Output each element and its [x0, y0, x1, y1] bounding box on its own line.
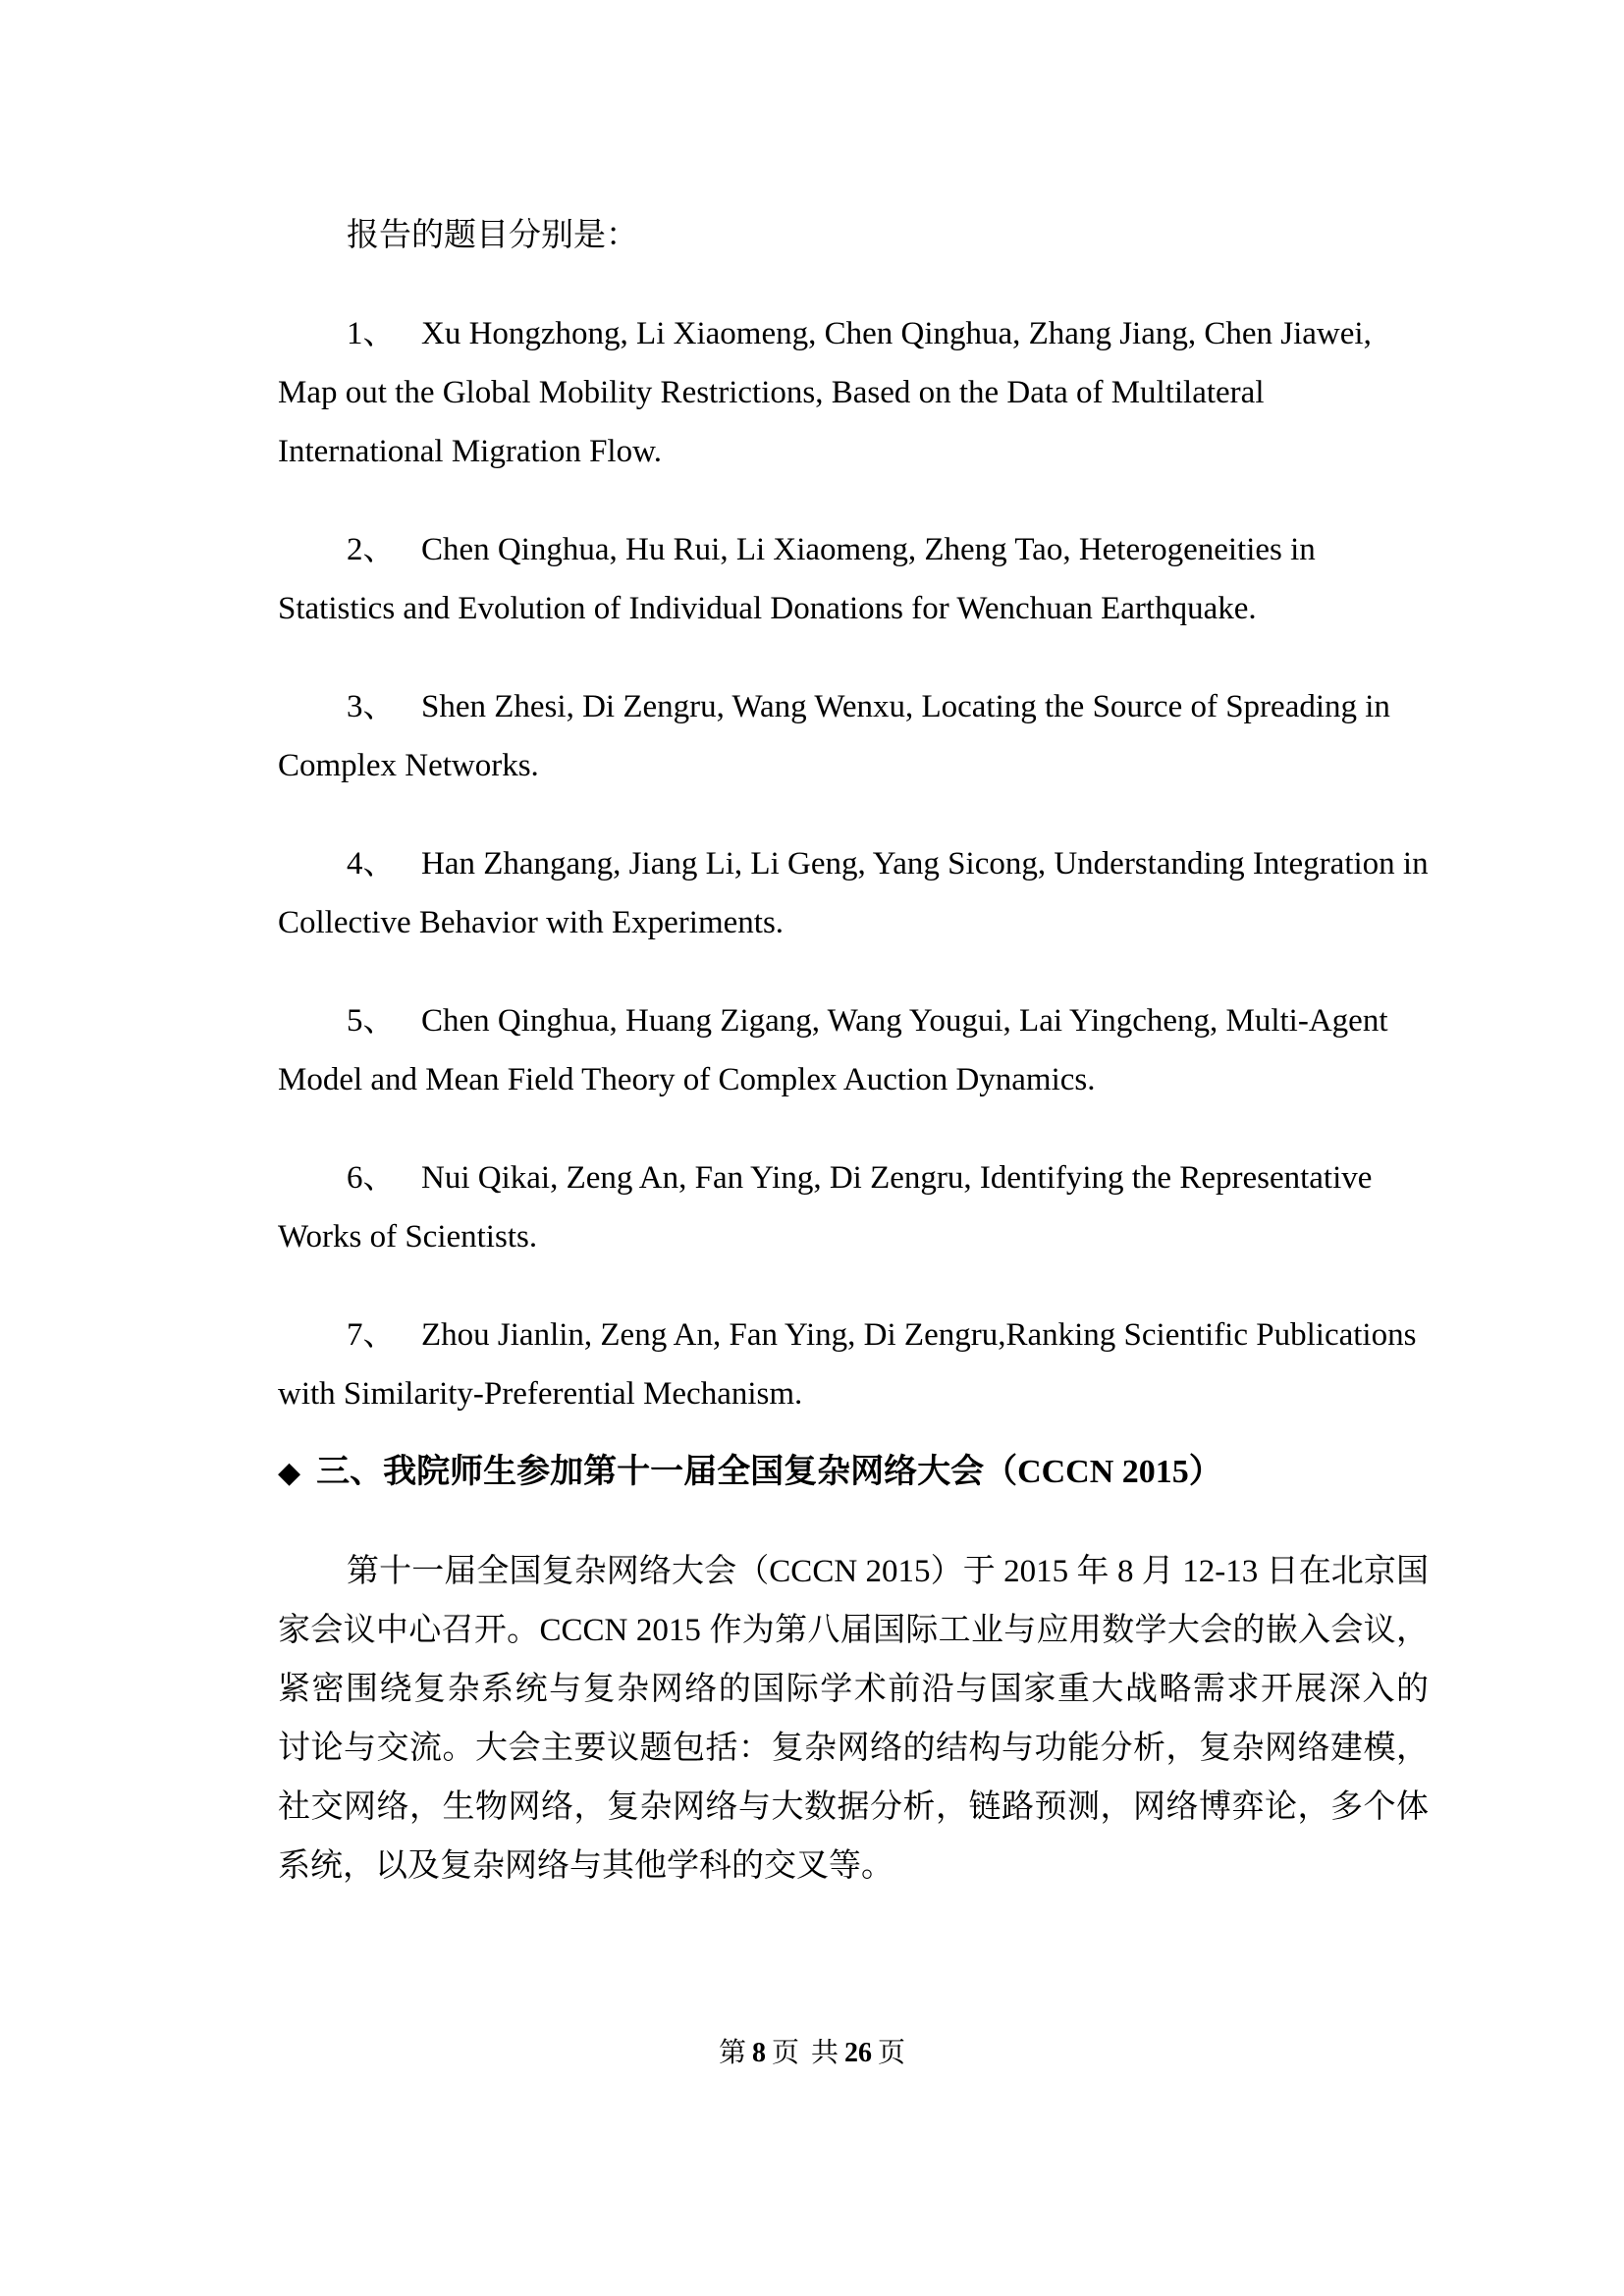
footer-label-ye1: 页 — [771, 2038, 799, 2068]
item-text: Xu Hongzhong, Li Xiaomeng, Chen Qinghua, Zhang Jiang, Chen Jiawei, — [421, 316, 1372, 351]
diamond-bullet-icon: ◆ — [278, 1456, 301, 1490]
item-line — [278, 520, 1429, 579]
intro-line: 报告的题目分别是： — [347, 218, 638, 253]
paragraph-line: 讨论与交流。大会主要议题包括：复杂网络的结构与功能分析，复杂网络建模， — [278, 1731, 1429, 1766]
report-item — [278, 304, 1429, 481]
paragraph-line: 紧密围绕复杂系统与复杂网络的国际学术前沿与国家重大战略需求开展深入的 — [278, 1672, 1429, 1707]
item-text: Nui Qikai, Zeng An, Fan Ying, Di Zengru, Identifying the Representative — [421, 1160, 1373, 1196]
footer-label-di: 第 — [718, 2038, 746, 2068]
item-line — [278, 304, 1429, 363]
paragraph-line: 系统，以及复杂网络与其他学科的交叉等。 — [278, 1848, 893, 1884]
item-number: 4、 — [347, 846, 396, 881]
footer-label-gong: 共 — [811, 2038, 839, 2068]
report-item — [278, 991, 1429, 1109]
item-text: Shen Zhesi, Di Zengru, Wang Wenxu, Locating the Source of Spreading in — [421, 689, 1390, 724]
item-line: Complex Networks. — [278, 748, 539, 783]
item-text: Chen Qinghua, Huang Zigang, Wang Yougui, Lai Yingcheng, Multi-Agent — [421, 1003, 1388, 1039]
footer-page-number: 8 — [751, 2038, 766, 2068]
item-line: Model and Mean Field Theory of Complex Auction Dynamics. — [278, 1062, 1096, 1097]
item-number: 6、 — [347, 1160, 396, 1196]
item-text: Zhou Jianlin, Zeng An, Fan Ying, Di Zengru,Ranking Scientific Publications — [421, 1317, 1417, 1353]
paragraph-line: 第十一届全国复杂网络大会（CCCN 2015）于 2015 年 8 月 12-13 日在北京国 — [347, 1554, 1429, 1589]
item-number: 7、 — [347, 1317, 396, 1353]
document-body — [278, 206, 1429, 1896]
item-text: Chen Qinghua, Hu Rui, Li Xiaomeng, Zheng Tao, Heterogeneities in — [421, 532, 1316, 567]
report-item — [278, 1306, 1429, 1423]
item-text: Han Zhangang, Jiang Li, Li Geng, Yang Sicong, Understanding Integration in — [421, 846, 1429, 881]
item-line — [278, 834, 1429, 893]
section-heading-text: 三、我院师生参加第十一届全国复杂网络大会（CCCN 2015） — [316, 1454, 1222, 1490]
item-number: 2、 — [347, 532, 396, 567]
item-line: Map out the Global Mobility Restrictions, Based on the Data of Multilateral — [278, 375, 1265, 410]
report-item — [278, 677, 1429, 795]
section-heading — [278, 1443, 1429, 1503]
footer-total-pages: 26 — [844, 2038, 873, 2068]
report-item — [278, 834, 1429, 952]
item-number: 5、 — [347, 1003, 396, 1039]
item-line: with Similarity-Preferential Mechanism. — [278, 1376, 803, 1412]
item-line: Works of Scientists. — [278, 1219, 538, 1255]
item-line: International Migration Flow. — [278, 434, 663, 469]
item-line: Collective Behavior with Experiments. — [278, 905, 785, 940]
paragraph-line: 家会议中心召开。CCCN 2015 作为第八届国际工业与应用数学大会的嵌入会议， — [278, 1613, 1429, 1648]
item-line — [278, 1148, 1429, 1207]
item-line — [278, 1306, 1429, 1364]
page-footer — [0, 2034, 1624, 2073]
conference-paragraph — [278, 1542, 1429, 1896]
footer-label-ye2: 页 — [878, 2038, 906, 2068]
report-item — [278, 520, 1429, 638]
paragraph-line: 社交网络，生物网络，复杂网络与大数据分析，链路预测，网络博弈论，多个体 — [278, 1789, 1429, 1825]
item-line — [278, 991, 1429, 1050]
item-number: 1、 — [347, 316, 396, 351]
item-line: Statistics and Evolution of Individual Donations for Wenchuan Earthquake. — [278, 591, 1257, 626]
report-item — [278, 1148, 1429, 1266]
item-line — [278, 677, 1429, 736]
item-number: 3、 — [347, 689, 396, 724]
